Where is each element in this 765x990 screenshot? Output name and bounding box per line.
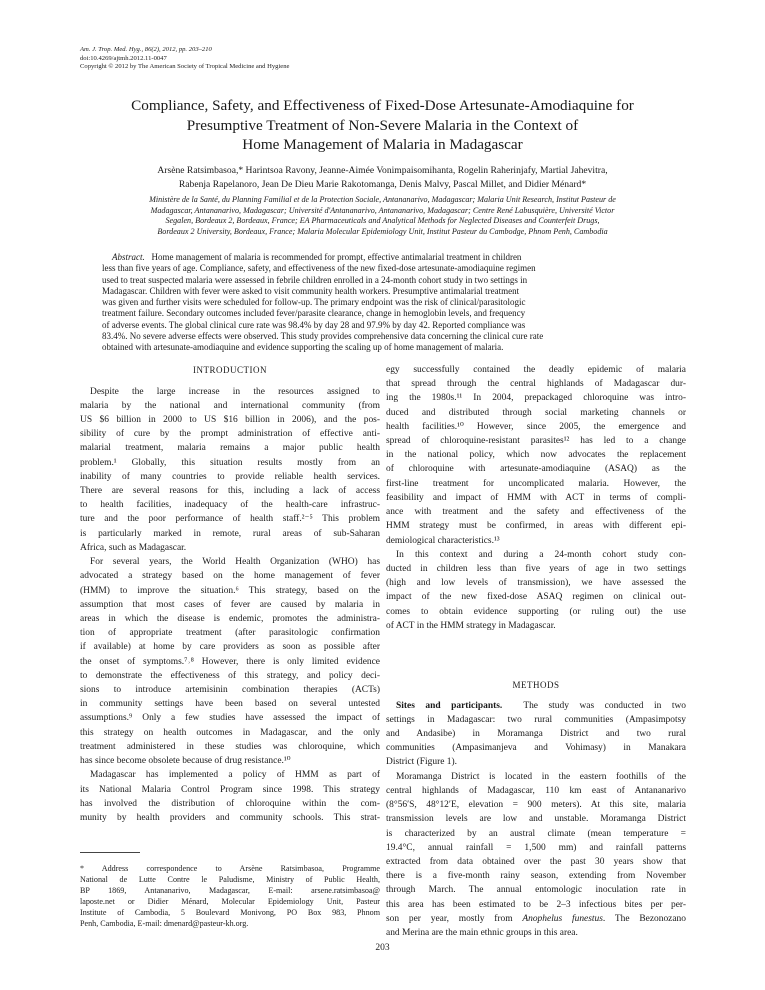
body-line: ture and the poor performance of health staff.²⁻⁵ This problem	[80, 514, 380, 524]
body-line: this strategy on health outcomes in Madagascar, and the only	[80, 728, 380, 738]
body-line: has since become obsolete because of drug resistance.¹⁰	[80, 756, 291, 766]
body-line: and Merina are the main ethnic groups in this area.	[386, 928, 578, 938]
body-line: communities (Ampasimanjeva and Vohimasy) in Manakara	[386, 743, 686, 753]
body-line: extracted from data obtained over the past 30 years show that	[386, 857, 686, 867]
affiliation-line: Madagascar, Antananarivo, Madagascar; Université d'Antananarivo, Antananarivo, Madagascar; Centre René Labusquière, Université Victor	[150, 205, 615, 215]
body-line: health facilities.¹⁰ However, since 2005, the emergence and	[386, 422, 686, 432]
body-line: malarial treatment, malaria remains a major public health	[80, 443, 380, 453]
body-line: District (Figure 1).	[386, 757, 458, 767]
body-line: is characterized by an austral climate (mean temperature =	[386, 829, 686, 839]
author-line: Rabenja Rapelanoro, Jean De Dieu Marie Rakotomanga, Denis Malvy, Pascal Millet, and Didier Ménard*	[178, 179, 587, 190]
abstract-line: used to treat suspected malaria were assessed in febrile children enrolled in a 24-month cohort study in two settings in	[102, 274, 528, 285]
body-line: demiological characteristics.¹³	[386, 536, 500, 546]
body-line: of ACT in the HMM strategy in Madagascar.	[386, 621, 556, 631]
body-line: problem.¹ Globally, this situation results mostly from an	[80, 458, 380, 468]
body-line: ducted in children less than five years of age in two settings	[386, 564, 686, 574]
body-line: central highlands of Madagascar, 110 km east of Antananarivo	[386, 786, 686, 796]
body-line: there is a five-month rainy season, extending from November	[386, 871, 686, 881]
abstract-line: 83.4%. No severe adverse effects were observed. This study provides comprehensive data concerning the clinical cure rate	[102, 331, 544, 342]
abstract-label: Abstract.	[112, 252, 145, 262]
body-line: sions to introduce artemisinin combination therapies (ACTs)	[80, 685, 380, 695]
body-line: in the national policy, which now advocates the replacement	[386, 450, 686, 460]
body-line: sibility of cure by the prompt administration of effective anti-	[80, 429, 380, 439]
footnote-line: Institute of Cambodia, 5 Boulevard Monivong, PO Box 983, Phnom	[80, 908, 380, 918]
footnote-line: BP 1869, Antananarivo, Madagascar, E-mail: arsene.ratsimbasoa@	[80, 886, 380, 896]
species-name: Anophelus funestus	[522, 914, 603, 924]
footnote-line: National de Lutte Contre le Paludisme, Ministry of Public Health,	[80, 875, 380, 885]
copyright: Copyright © 2012 by The American Society of Tropical Medicine and Hygiene	[80, 63, 290, 71]
body-line: In this context and during a 24-month cohort study con-	[396, 550, 686, 560]
body-line: 19.4°C, annual rainfall = 1,500 mm) and rainfall patterns	[386, 843, 686, 853]
body-line-text: The study was conducted in two	[523, 701, 686, 711]
body-line: through March. The annual entomologic inoculation rate in	[386, 885, 686, 895]
affiliation-line: Ministère de la Santé, du Planning Familial et de la Protection Sociale, Antananarivo, Madagascar; Malaria Unit Research, Institut Pasteur de	[149, 195, 616, 204]
body-line: that spread through the central highlands of Madagascar dur-	[386, 379, 686, 389]
footnote-line: * Address correspondence to Arsène Ratsimbasoa, Programme	[80, 864, 380, 873]
body-line: (HMM) to improve the situation.⁶ This strategy, based on the	[80, 586, 380, 596]
body-line: Madagascar has implemented a policy of HMM as part of	[90, 770, 380, 780]
body-line: ing the 1980s.¹¹ In 2004, prepackaged chloroquine was intro-	[386, 393, 686, 403]
body-line: munity by health providers and community schools. This strat-	[80, 813, 380, 823]
abstract-line: Home management of malaria is recommended for prompt, effective antimalarial treatment in children	[151, 252, 522, 262]
body-line: is particularly marked in remote, rural areas of sub-Saharan	[80, 529, 380, 539]
body-line: transmission levels are low and unstable. Moramanga District	[386, 814, 686, 824]
body-line	[386, 912, 686, 926]
abstract-line: Madagascar. Children with fever were asked to visit community health workers. Presumptive antimalarial treatment	[102, 285, 520, 296]
introduction-heading: INTRODUCTION	[193, 365, 267, 375]
body-line: has involved the distribution of chloroquine within the com-	[80, 799, 380, 809]
body-line: of chloroquine with artesunate-amodiaquine (ASAQ) as the	[386, 464, 686, 474]
author-line: Arsène Ratsimbasoa,* Harintsoa Ravony, Jeanne-Aimée Vonimpaisomihanta, Rogelin Raherinjafy, Martial Jahevitra,	[157, 165, 608, 176]
body-line: tion of appropriate treatment (after parasitologic confirmation	[80, 628, 380, 638]
body-line: US $6 billion in 2000 to US $16 billion in 2006), and the pos-	[80, 415, 380, 425]
affiliation-line: Bordeaux 2 University, Bordeaux, France; Malaria Molecular Epidemiology Unit, Institut Pasteur du Cambodge, Phnom Penh, Cambodia	[157, 226, 608, 236]
abstract-line: treatment failure. Secondary outcomes included fever/parasite clearance, change in hemoglobin levels, and frequency	[102, 308, 526, 319]
body-line: advocated a strategy based on the home management of fever	[80, 571, 380, 581]
body-line: to demonstrate the effectiveness of this strategy, and policy deci-	[80, 671, 380, 681]
abstract-line: of adverse events. The global clinical cure rate was 98.4% by day 28 and 97.9% by day 42. Reported compliance was	[102, 319, 526, 330]
body-line: There are several reasons for this, including a lack of access	[80, 486, 380, 496]
footnote-rule	[80, 852, 140, 853]
affiliations	[70, 195, 695, 237]
methods-heading: METHODS	[512, 680, 560, 690]
body-line: assumptions.⁹ Only a few studies have assessed the impact of	[80, 713, 380, 723]
body-line: HMM strategy must be confirmed, in areas with different epi-	[386, 521, 686, 531]
body-line: inability of many countries to provide reliable health services.	[80, 472, 380, 482]
journal-metadata	[80, 46, 289, 72]
doi: doi:10.4269/ajtmh.2012.11-0047	[80, 54, 167, 62]
body-line	[396, 699, 686, 713]
body-line: (high and low levels of transmission), we have assessed the	[386, 578, 686, 588]
body-line: comes to obtain evidence supporting (or ruling out) the use	[386, 607, 686, 617]
body-line: Moramanga District is located in the eastern foothills of the	[396, 772, 686, 782]
page-number: 203	[375, 943, 390, 953]
journal-citation: Am. J. Trop. Med. Hyg., 86(2), 2012, pp. 203–210	[80, 46, 212, 53]
body-line: Africa, such as Madagascar.	[80, 543, 187, 553]
body-line-text: son per year, mostly from	[386, 914, 513, 924]
abstract	[102, 252, 662, 354]
body-line: duced and distributed through social marketing channels or	[386, 408, 686, 418]
body-line: treatment administered in these studies was chloroquine, which	[80, 742, 380, 752]
title-line: Presumptive Treatment of Non-Severe Malaria in the Context of	[186, 116, 579, 134]
affiliation-line: Segalen, Bordeaux 2, Bordeaux, France; EA Pharmaceuticals and Analytical Methods for Neglected Diseases and Counterfeit Drugs,	[165, 216, 600, 226]
body-line: Despite the large increase in the resources assigned to	[90, 387, 380, 397]
body-line: ance with treatment and the safety and effectiveness of the	[386, 507, 686, 517]
body-line-text: . The Bezonozano	[602, 914, 686, 924]
body-line: in community settings have been based on several untested	[80, 699, 380, 709]
body-line: assumption that most cases of fever are caused by malaria in	[80, 600, 380, 610]
footnote-line: Penh, Cambodia, E-mail: dmenard@pasteur-kh.org.	[80, 919, 249, 929]
body-line: settings in Madagascar: two rural communities (Ampasimpotsy	[386, 715, 686, 725]
body-line: the onset of symptoms.⁷˒⁸ However, there is only limited evidence	[80, 657, 380, 667]
abstract-line: obtained with artesunate-amodiaquine and evidence supporting the scaling up of home management of malaria.	[102, 342, 504, 353]
title-line: Home Management of Malaria in Madagascar	[242, 136, 523, 153]
body-line: and Andasibe) in Moramanga District and two rural	[386, 729, 686, 739]
abstract-line: less than five years of age. Compliance, safety, and effectiveness of the new fixed-dose artesunate-amodiaquine regimen	[102, 263, 536, 274]
article-title	[90, 96, 675, 155]
abstract-line: was given and further visits were scheduled for follow-up. The primary endpoint was the risk of clinical/parasitologic	[102, 297, 526, 308]
body-line: to health facilities, inadequacy of the health-care infrastruc-	[80, 500, 380, 510]
correspondence-footnote	[80, 863, 380, 930]
body-line: if available) at home by care providers as soon as possible after	[80, 642, 380, 652]
body-line: areas in which the disease is endemic, promotes the administra-	[80, 614, 380, 624]
body-line: malaria by the national and international community (from	[80, 401, 380, 411]
body-line: first-line treatment for uncomplicated malaria. However, the	[386, 479, 686, 489]
body-line: For several years, the World Health Organization (WHO) has	[90, 557, 380, 567]
subsection-heading: Sites and participants.	[396, 701, 503, 711]
body-line: impact of the new fixed-dose ASAQ regimen on clinical out-	[386, 592, 686, 602]
author-list	[80, 164, 685, 192]
body-line: feasibility and impact of HMM with ACT in terms of compli-	[386, 493, 686, 503]
body-line: egy successfully contained the deadly epidemic of malaria	[386, 365, 686, 375]
body-line: spread of chloroquine-resistant parasites¹² has led to a change	[386, 436, 686, 446]
abstract-line-first	[102, 252, 662, 263]
footnote-line: laposte.net or Didier Ménard, Molecular Epidemiology Unit, Pasteur	[80, 897, 380, 907]
body-line: its National Malaria Control Program since 1998. This strategy	[80, 785, 380, 795]
body-line: (8°56′S, 48°12′E, elevation = 900 meters). At this site, malaria	[386, 800, 686, 810]
title-line: Compliance, Safety, and Effectiveness of Fixed-Dose Artesunate-Amodiaquine for	[131, 97, 634, 114]
body-line: this area has been estimated to be 2–3 infectious bites per per-	[386, 900, 686, 910]
